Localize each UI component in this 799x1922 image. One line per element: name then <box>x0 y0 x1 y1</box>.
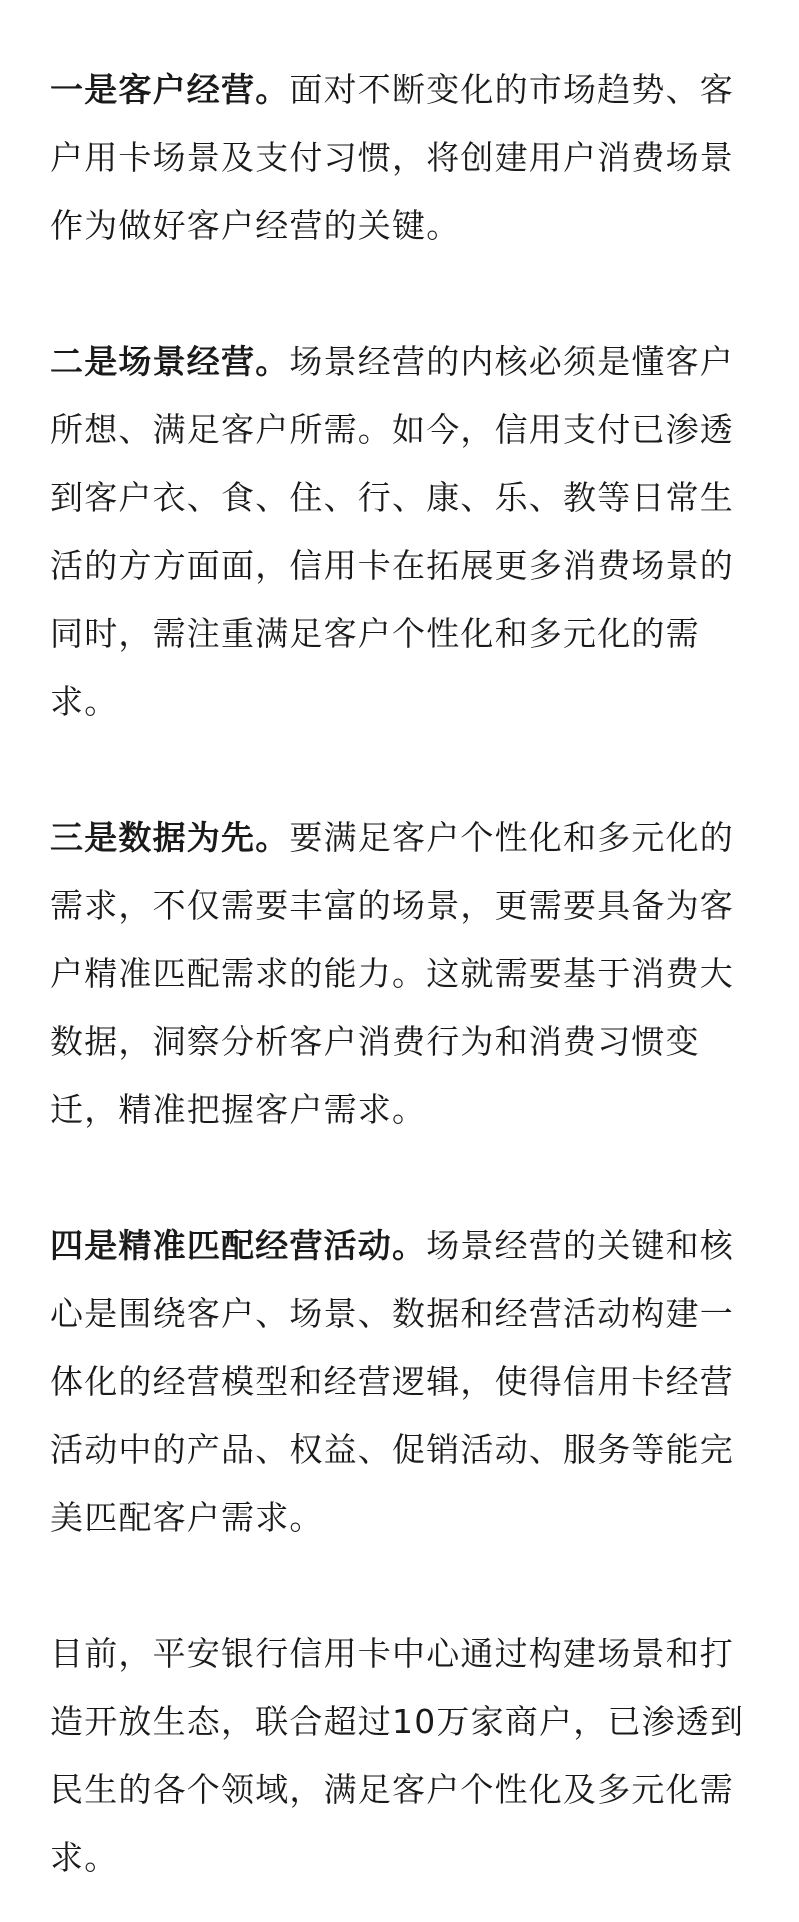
paragraph-current-status <box>50 1620 760 1892</box>
paragraph-scene-operation <box>50 328 760 736</box>
paragraph-lead: 一是客户经营。 <box>50 70 290 109</box>
paragraph-data-first <box>50 804 760 1144</box>
paragraph-text: 面对不断变化的市场趋势、客户用卡场景及支付习惯，将创建用户消费场景作为做好客户经营的关键。 <box>50 70 735 245</box>
paragraph-lead: 二是场景经营。 <box>50 342 290 381</box>
paragraph-text: 场景经营的内核必须是懂客户所想、满足客户所需。如今，信用支付已渗透到客户衣、食、住、行、康、乐、教等日常生活的方方面面，信用卡在拓展更多消费场景的同时，需注重满足客户个性化和多元化的需求。 <box>50 342 735 721</box>
paragraph-lead: 三是数据为先。 <box>50 818 290 857</box>
article-body <box>50 56 760 1892</box>
paragraph-text: 要满足客户个性化和多元化的需求，不仅需要丰富的场景，更需要具备为客户精准匹配需求的能力。这就需要基于消费大数据，洞察分析客户消费行为和消费习惯变迁，精准把握客户需求。 <box>50 818 735 1129</box>
paragraph-lead: 四是精准匹配经营活动。 <box>50 1226 427 1265</box>
paragraph-customer-operation <box>50 56 760 260</box>
paragraph-text: 场景经营的关键和核心是围绕客户、场景、数据和经营活动构建一体化的经营模型和经营逻辑，使得信用卡经营活动中的产品、权益、促销活动、服务等能完美匹配客户需求。 <box>50 1226 735 1537</box>
paragraph-precise-matching <box>50 1212 760 1552</box>
paragraph-text: 目前，平安银行信用卡中心通过构建场景和打造开放生态，联合超过10万家商户，已渗透到民生的各个领域，满足客户个性化及多元化需求。 <box>50 1634 745 1877</box>
